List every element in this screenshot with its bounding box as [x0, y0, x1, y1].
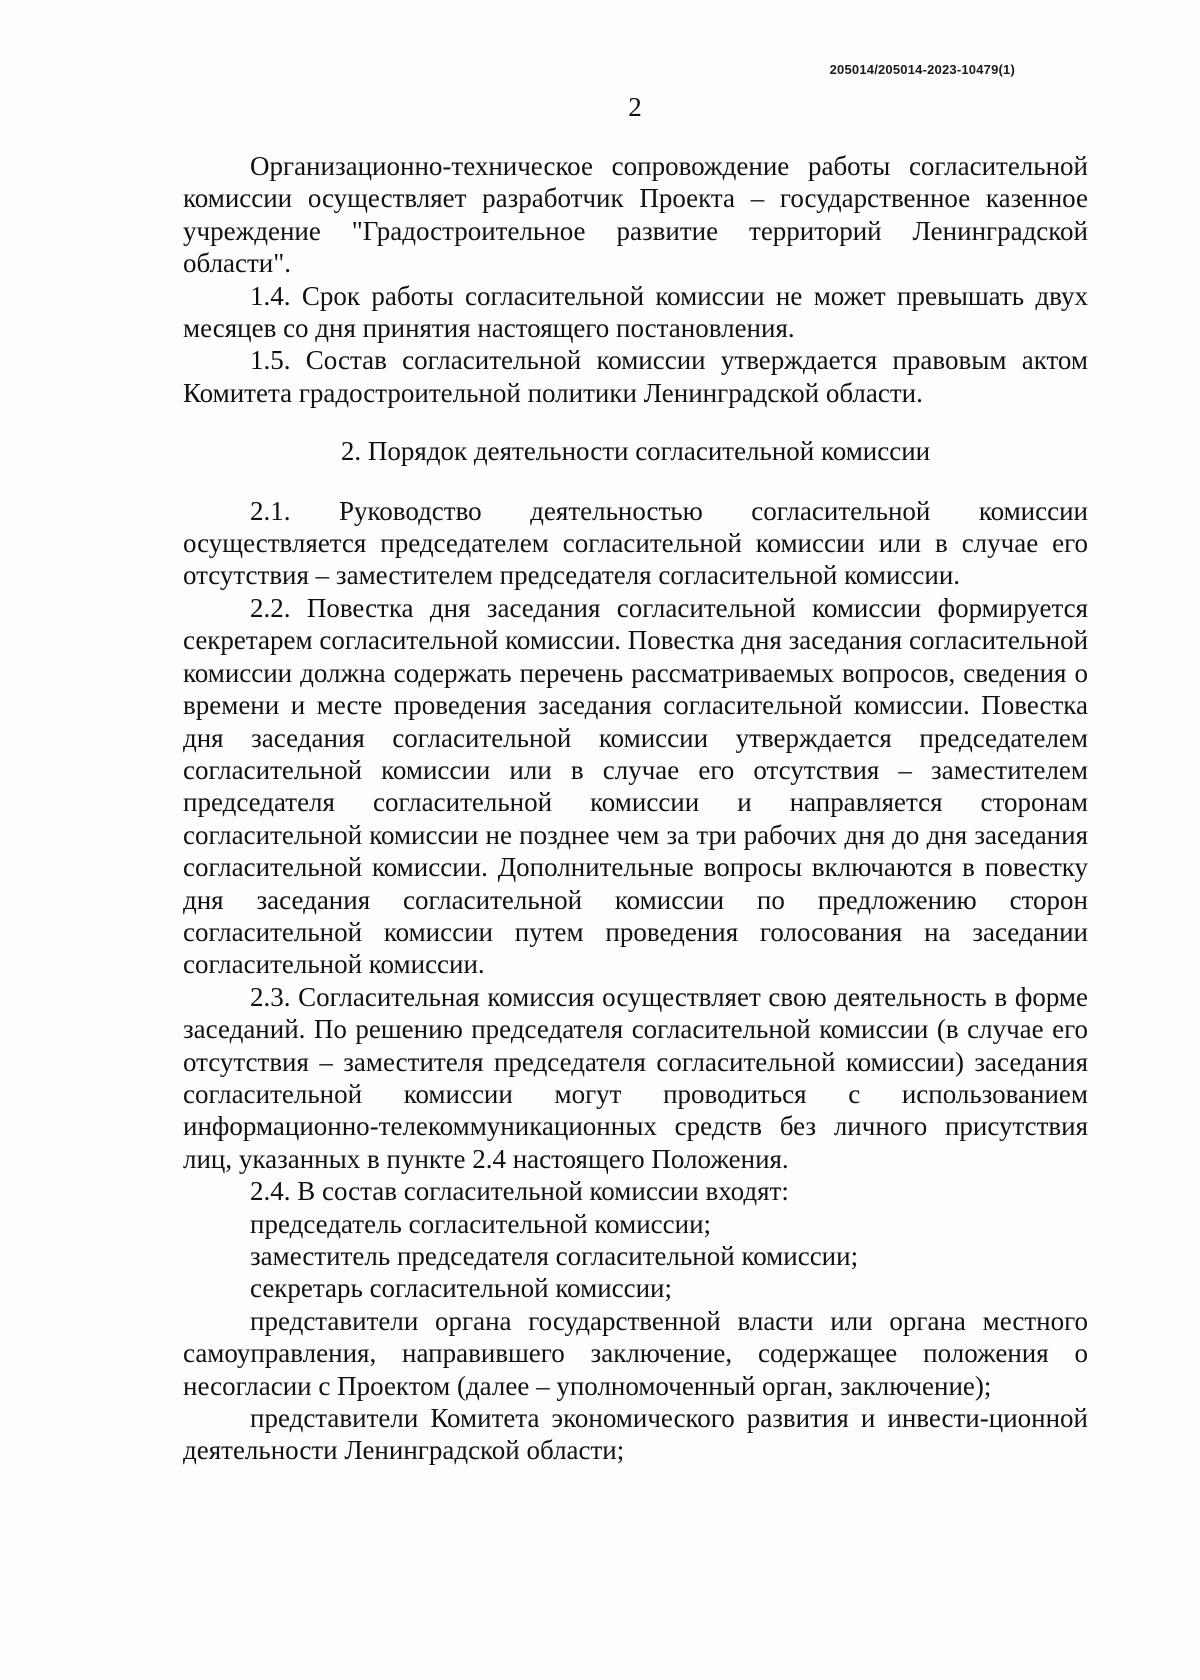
document-body: [183, 150, 1088, 1467]
paragraph-1-5: 1.5. Состав согласительной комиссии утверждается правовым актом Комитета градостроительной политики Ленинградской области.: [183, 345, 1088, 408]
paragraph-2-4: 2.4. В состав согласительной комиссии входят:: [250, 1176, 789, 1207]
paragraph-2-2: 2.2. Повестка дня заседания согласительной комиссии формируется секретарем согласительной комиссии. Повестка дня заседания согласительной комиссии должна содержать перечень рассматриваемых вопросов, сведения о времени и месте проведения заседания согласительной комиссии. Повестка дня заседания согласительной комиссии утверждается председателем согласительной комиссии или в случае его отсутствия – заместителем председателя согласительной комиссии и направляется сторонам согласительной комиссии не позднее чем за три рабочих дня до дня заседания согласительной комиссии. Дополнительные вопросы включаются в повестку дня заседания согласительной комиссии по предложению сторон согласительной комиссии путем проведения голосования на заседании согласительной комиссии.: [183, 592, 1089, 980]
document-registration-code: 205014/205014-2023-10479(1): [829, 62, 1015, 77]
paragraph-2-1: 2.1. Руководство деятельностью согласительной комиссии осуществляется председателем согласительной комиссии или в случае его отсутствия – заместителем председателя согласительной комиссии.: [183, 495, 1088, 591]
list-item-deputy-chairman: заместитель председателя согласительной комиссии;: [250, 1241, 859, 1271]
paragraph-2-3: 2.3. Согласительная комиссия осуществляет свою деятельность в форме заседаний. По решению председателя согласительной комиссии (в случае его отсутствия – заместителя председателя согласительной комиссии) заседания согласительной комиссии могут проводиться с использованием информационно-телекоммуникационных средств без личного присутствия лиц, указанных в пункте 2.4 настоящего Положения.: [183, 981, 1088, 1174]
section-2-heading: 2. Порядок деятельности согласительной комиссии: [340, 436, 931, 467]
paragraph-representatives-committee: представители Комитета экономического развития и инвести-ционной деятельности Ленинградской области;: [183, 1403, 1088, 1466]
paragraph-intro: Организационно-техническое сопровождение работы согласительной комиссии осуществляет разработчик Проекта – государственное казенное учреждение "Градостроительное развитие территорий Ленинградской области".: [183, 151, 1088, 279]
paragraph-representatives-authority: представители органа государственной власти или органа местного самоуправления, направившего заключение, содержащее положения о несогласии с Проектом (далее – уполномоченный орган, заключение);: [183, 1305, 1088, 1401]
list-item-secretary: секретарь согласительной комиссии;: [250, 1273, 673, 1304]
paragraph-1-4: 1.4. Срок работы согласительной комиссии не может превышать двух месяцев со дня принятия настоящего постановления.: [183, 280, 1088, 344]
page-number: 2: [628, 92, 642, 122]
list-item-chairman: председатель согласительной комиссии;: [250, 1208, 712, 1239]
